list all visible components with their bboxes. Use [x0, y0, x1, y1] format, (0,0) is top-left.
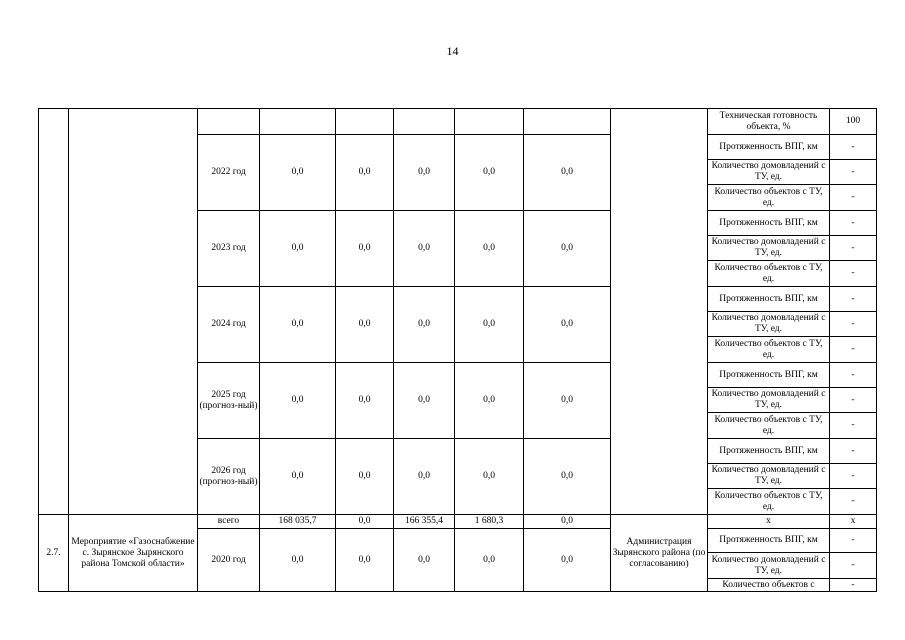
- year-label: 2023 год: [198, 211, 260, 287]
- item-number: 2.7.: [39, 515, 69, 592]
- indicator-value: -: [830, 211, 877, 236]
- page-number: 14: [446, 44, 459, 58]
- value-cell: 0,0: [336, 439, 394, 515]
- value-cell: 0,0: [394, 439, 455, 515]
- indicator-name: Количество объектов с ТУ, ед.: [708, 489, 830, 515]
- value-cell: [524, 109, 611, 135]
- value-cell: 0,0: [524, 439, 611, 515]
- table-row: [39, 109, 877, 135]
- indicator-name: Протяженность ВПГ, км: [708, 439, 830, 464]
- indicator-name: Техническая готовность объекта, %: [708, 109, 830, 135]
- indicator-value: 100: [830, 109, 877, 135]
- value-cell: 0,0: [524, 529, 611, 592]
- value-cell: 0,0: [336, 529, 394, 592]
- indicator-value: -: [830, 185, 877, 211]
- indicator-name: Протяженность ВПГ, км: [708, 211, 830, 236]
- year-label: 2024 год: [198, 287, 260, 363]
- indicator-name: Количество домовладений с ТУ, ед.: [708, 312, 830, 337]
- value-cell: 0,0: [524, 211, 611, 287]
- indicator-name: Количество объектов с ТУ, ед.: [708, 185, 830, 211]
- program-table: [38, 108, 877, 592]
- value-cell: [260, 109, 336, 135]
- item-name: Мероприятие «Газоснабжение с. Зырянское Зырянского района Томской области»: [69, 515, 198, 592]
- value-cell: 0,0: [260, 529, 336, 592]
- value-cell: 0,0: [260, 439, 336, 515]
- indicator-value: -: [830, 337, 877, 363]
- indicator-value: -: [830, 489, 877, 515]
- indicator-value: -: [830, 388, 877, 413]
- value-cell: 0,0: [455, 211, 524, 287]
- responsible-org: Администрация Зырянского района (по согласованию): [611, 515, 708, 592]
- indicator-name: Количество объектов с: [708, 579, 830, 592]
- indicator-value: -: [830, 529, 877, 553]
- indicator-name: Количество объектов с ТУ, ед.: [708, 337, 830, 363]
- value-cell: 0,0: [260, 135, 336, 211]
- indicator-name: Количество объектов с ТУ, ед.: [708, 413, 830, 439]
- indicator-value: -: [830, 135, 877, 160]
- year-cell: [198, 109, 260, 135]
- value-cell: 0,0: [524, 363, 611, 439]
- value-cell: 166 355,4: [394, 515, 455, 529]
- number-cell: [39, 109, 69, 515]
- value-cell: 1 680,3: [455, 515, 524, 529]
- value-cell: 0,0: [394, 135, 455, 211]
- value-cell: 0,0: [394, 211, 455, 287]
- year-label: 2020 год: [198, 529, 260, 592]
- indicator-name: x: [708, 515, 830, 529]
- value-cell: 168 035,7: [260, 515, 336, 529]
- table-row: [39, 515, 877, 529]
- indicator-value: -: [830, 363, 877, 388]
- value-cell: 0,0: [336, 363, 394, 439]
- value-cell: [455, 109, 524, 135]
- indicator-name: Протяженность ВПГ, км: [708, 287, 830, 312]
- name-cell: [69, 109, 198, 515]
- indicator-value: -: [830, 439, 877, 464]
- value-cell: 0,0: [260, 363, 336, 439]
- value-cell: 0,0: [524, 135, 611, 211]
- indicator-value: x: [830, 515, 877, 529]
- year-label: 2026 год (прогноз-ный): [198, 439, 260, 515]
- indicator-name: Количество домовладений с ТУ, ед.: [708, 236, 830, 261]
- value-cell: 0,0: [260, 287, 336, 363]
- value-cell: 0,0: [455, 287, 524, 363]
- value-cell: 0,0: [394, 529, 455, 592]
- indicator-name: Количество домовладений с ТУ, ед.: [708, 160, 830, 185]
- indicator-value: -: [830, 287, 877, 312]
- indicator-name: Количество домовладений с ТУ, ед.: [708, 464, 830, 489]
- year-label: 2025 год (прогноз-ный): [198, 363, 260, 439]
- responsible-cell: [611, 109, 708, 515]
- value-cell: 0,0: [336, 287, 394, 363]
- indicator-value: -: [830, 413, 877, 439]
- indicator-name: Количество домовладений с ТУ, ед.: [708, 388, 830, 413]
- value-cell: [394, 109, 455, 135]
- indicator-value: -: [830, 160, 877, 185]
- year-label: 2022 год: [198, 135, 260, 211]
- indicator-value: -: [830, 312, 877, 337]
- value-cell: [336, 109, 394, 135]
- indicator-name: Количество домовладений с ТУ, ед.: [708, 553, 830, 579]
- value-cell: 0,0: [336, 515, 394, 529]
- indicator-value: -: [830, 236, 877, 261]
- indicator-name: Протяженность ВПГ, км: [708, 529, 830, 553]
- value-cell: 0,0: [336, 211, 394, 287]
- indicator-value: -: [830, 579, 877, 592]
- indicator-name: Количество объектов с ТУ, ед.: [708, 261, 830, 287]
- indicator-value: -: [830, 553, 877, 579]
- indicator-value: -: [830, 261, 877, 287]
- value-cell: 0,0: [455, 439, 524, 515]
- value-cell: 0,0: [336, 135, 394, 211]
- value-cell: 0,0: [260, 211, 336, 287]
- value-cell: 0,0: [455, 363, 524, 439]
- indicator-name: Протяженность ВПГ, км: [708, 363, 830, 388]
- year-label: всего: [198, 515, 260, 529]
- indicator-name: Протяженность ВПГ, км: [708, 135, 830, 160]
- value-cell: 0,0: [455, 529, 524, 592]
- indicator-value: -: [830, 464, 877, 489]
- value-cell: 0,0: [524, 515, 611, 529]
- value-cell: 0,0: [394, 287, 455, 363]
- value-cell: 0,0: [394, 363, 455, 439]
- value-cell: 0,0: [524, 287, 611, 363]
- value-cell: 0,0: [455, 135, 524, 211]
